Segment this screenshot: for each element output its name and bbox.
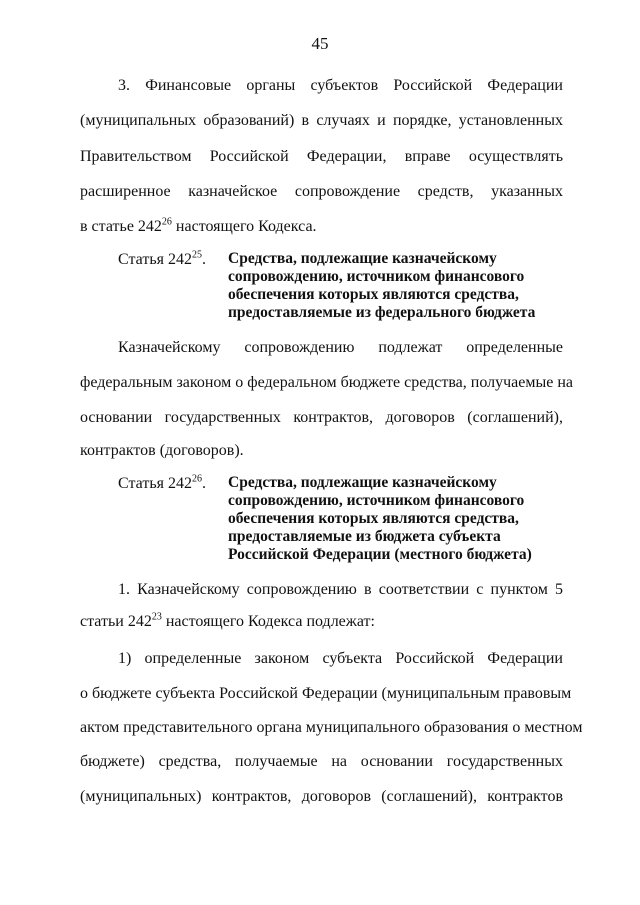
article-25-title-line1: Средства, подлежащие казначейскому [228, 250, 497, 267]
article-26-title-line2: сопровождению, источником финансового [228, 492, 525, 509]
superscript: 23 [151, 611, 162, 623]
para1-line1: 3. Финансовые органы субъектов Российской Федерации [118, 77, 563, 94]
para2-line4: контрактов (договоров). [80, 442, 244, 459]
superscript: 26 [161, 216, 172, 228]
para2-line2: федеральным законом о федеральном бюджете средства, получаемые на [80, 374, 573, 391]
para2-line3: основании государственных контрактов, договоров (соглашений), [80, 409, 563, 426]
article-25-label: Статья $242^{25}$. [118, 249, 206, 268]
para1-line5: в статье $242^{26}$ настоящего Кодекса. [80, 216, 317, 235]
para2-line1: Казначейскому сопровождению подлежат определенные [118, 339, 563, 356]
para3-line1: 1. Казначейскому сопровождению в соответствии с пунктом 5 [118, 581, 563, 598]
article-26-title-line1: Средства, подлежащие казначейскому [228, 474, 497, 491]
para4-line3: актом представительного органа муниципального образования о местном [80, 719, 583, 736]
article-26-title-line5: Российской Федерации (местного бюджета) [228, 546, 532, 563]
article-25-title-line2: сопровождению, источником финансового [228, 268, 525, 285]
para4-line1: 1) определенные законом субъекта Российской Федерации [118, 650, 563, 667]
article-26-title-line4: предоставляемые из бюджета субъекта [228, 528, 501, 545]
para4-line2: о бюджете субъекта Российской Федерации (муниципальным правовым [80, 685, 572, 702]
article-26-title [228, 474, 568, 564]
para4-line5: (муниципальных) контрактов, договоров (соглашений), контрактов [80, 788, 563, 805]
para3-line2: статьи $242^{23}$ настоящего Кодекса подлежат: [80, 611, 375, 630]
article-25-title-line4: предоставляемые из федерального бюджета [228, 304, 536, 321]
article-26-label: Статья $242^{26}$. [118, 473, 206, 492]
para1-line3: Правительством Российской Федерации, вправе осуществлять [80, 148, 563, 165]
article-25-title-line3: обеспечения которых являются средства, [228, 286, 519, 303]
article-25-title [228, 250, 568, 322]
para1-line4: расширенное казначейское сопровождение средств, указанных [80, 183, 563, 200]
para4-line4: бюджете) средства, получаемые на основании государственных [80, 753, 563, 770]
article-26-title-line3: обеспечения которых являются средства, [228, 510, 519, 527]
page-number: 45 [311, 34, 329, 53]
para1-line2: (муниципальных образований) в случаях и порядке, установленных [80, 112, 563, 129]
